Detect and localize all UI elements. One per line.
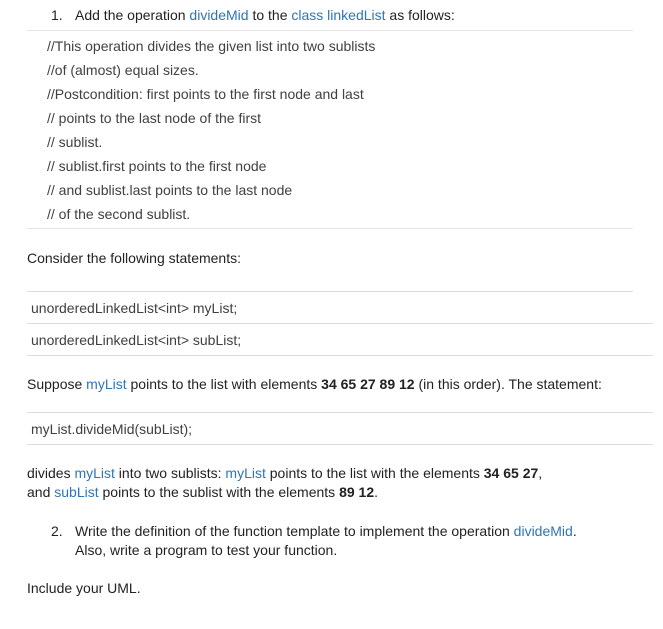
keyword-class-linkedlist: class linkedList	[291, 7, 386, 23]
item2-line-1	[75, 523, 577, 539]
keyword-sublist: subList	[54, 484, 99, 500]
comment-line: // of the second sublist.	[47, 206, 191, 222]
divider-comment-bottom	[27, 228, 633, 229]
comment-line: //This operation divides the given list into two sublists	[47, 38, 376, 54]
suppose-text-b: points to the list with elements	[126, 376, 322, 392]
item1-text-b: to the	[248, 7, 292, 23]
statement-line: unorderedLinkedList<int> subList;	[31, 332, 242, 348]
keyword-mylist: myList	[225, 465, 266, 481]
consider-text: Consider the following statements:	[27, 250, 241, 266]
keyword-dividemid: divideMid	[513, 523, 573, 539]
elements-second-half: 89 12	[339, 484, 375, 500]
divides-text-d: ,	[538, 465, 543, 481]
comment-line: // and sublist.last points to the last node	[47, 182, 293, 198]
statement-line: unorderedLinkedList<int> myList;	[31, 300, 238, 316]
include-uml-text: Include your UML.	[27, 580, 141, 596]
divides-line-2	[27, 484, 378, 500]
comment-line: // sublist.first points to the first node	[47, 158, 267, 174]
item1-number: 1.	[51, 7, 63, 23]
divides-text-f: points to the sublist with the elements	[98, 484, 340, 500]
divides-text-g: .	[374, 484, 379, 500]
keyword-mylist: myList	[74, 465, 115, 481]
comment-line: //Postcondition: first points to the first node and last	[47, 86, 364, 102]
divider-top	[27, 30, 633, 31]
item2-text-a: Write the definition of the function template to implement the operation	[75, 523, 514, 539]
comment-line: // sublist.	[47, 134, 103, 150]
suppose-text-c: (in this order). The statement:	[414, 376, 602, 392]
item2-text-b: .	[572, 523, 577, 539]
comment-line: // points to the last node of the first	[47, 110, 262, 126]
keyword-mylist: myList	[86, 376, 127, 392]
divides-line-1	[27, 465, 542, 481]
call-box-bottom	[27, 444, 653, 445]
item2-line-2: Also, write a program to test your function.	[75, 542, 338, 558]
call-box-top	[27, 412, 653, 413]
item1-text-a: Add the operation	[75, 7, 190, 23]
keyword-dividemid: divideMid	[189, 7, 249, 23]
divides-text-c: points to the list with the elements	[265, 465, 484, 481]
item1-text-c: as follows:	[385, 7, 455, 23]
divides-text-a: divides	[27, 465, 75, 481]
suppose-text	[27, 376, 602, 392]
divides-text-e: and	[27, 484, 55, 500]
statement-box-divider	[27, 323, 653, 324]
statement-box-bottom	[27, 355, 653, 356]
statement-box-top	[27, 291, 633, 292]
call-statement: myList.divideMid(subList);	[31, 421, 193, 437]
item2-number: 2.	[51, 523, 63, 539]
elements-first-half: 34 65 27	[483, 465, 539, 481]
divides-text-b: into two sublists:	[114, 465, 226, 481]
comment-line: //of (almost) equal sizes.	[47, 62, 199, 78]
item1-text	[75, 7, 455, 23]
suppose-text-a: Suppose	[27, 376, 87, 392]
elements-list: 34 65 27 89 12	[321, 376, 415, 392]
